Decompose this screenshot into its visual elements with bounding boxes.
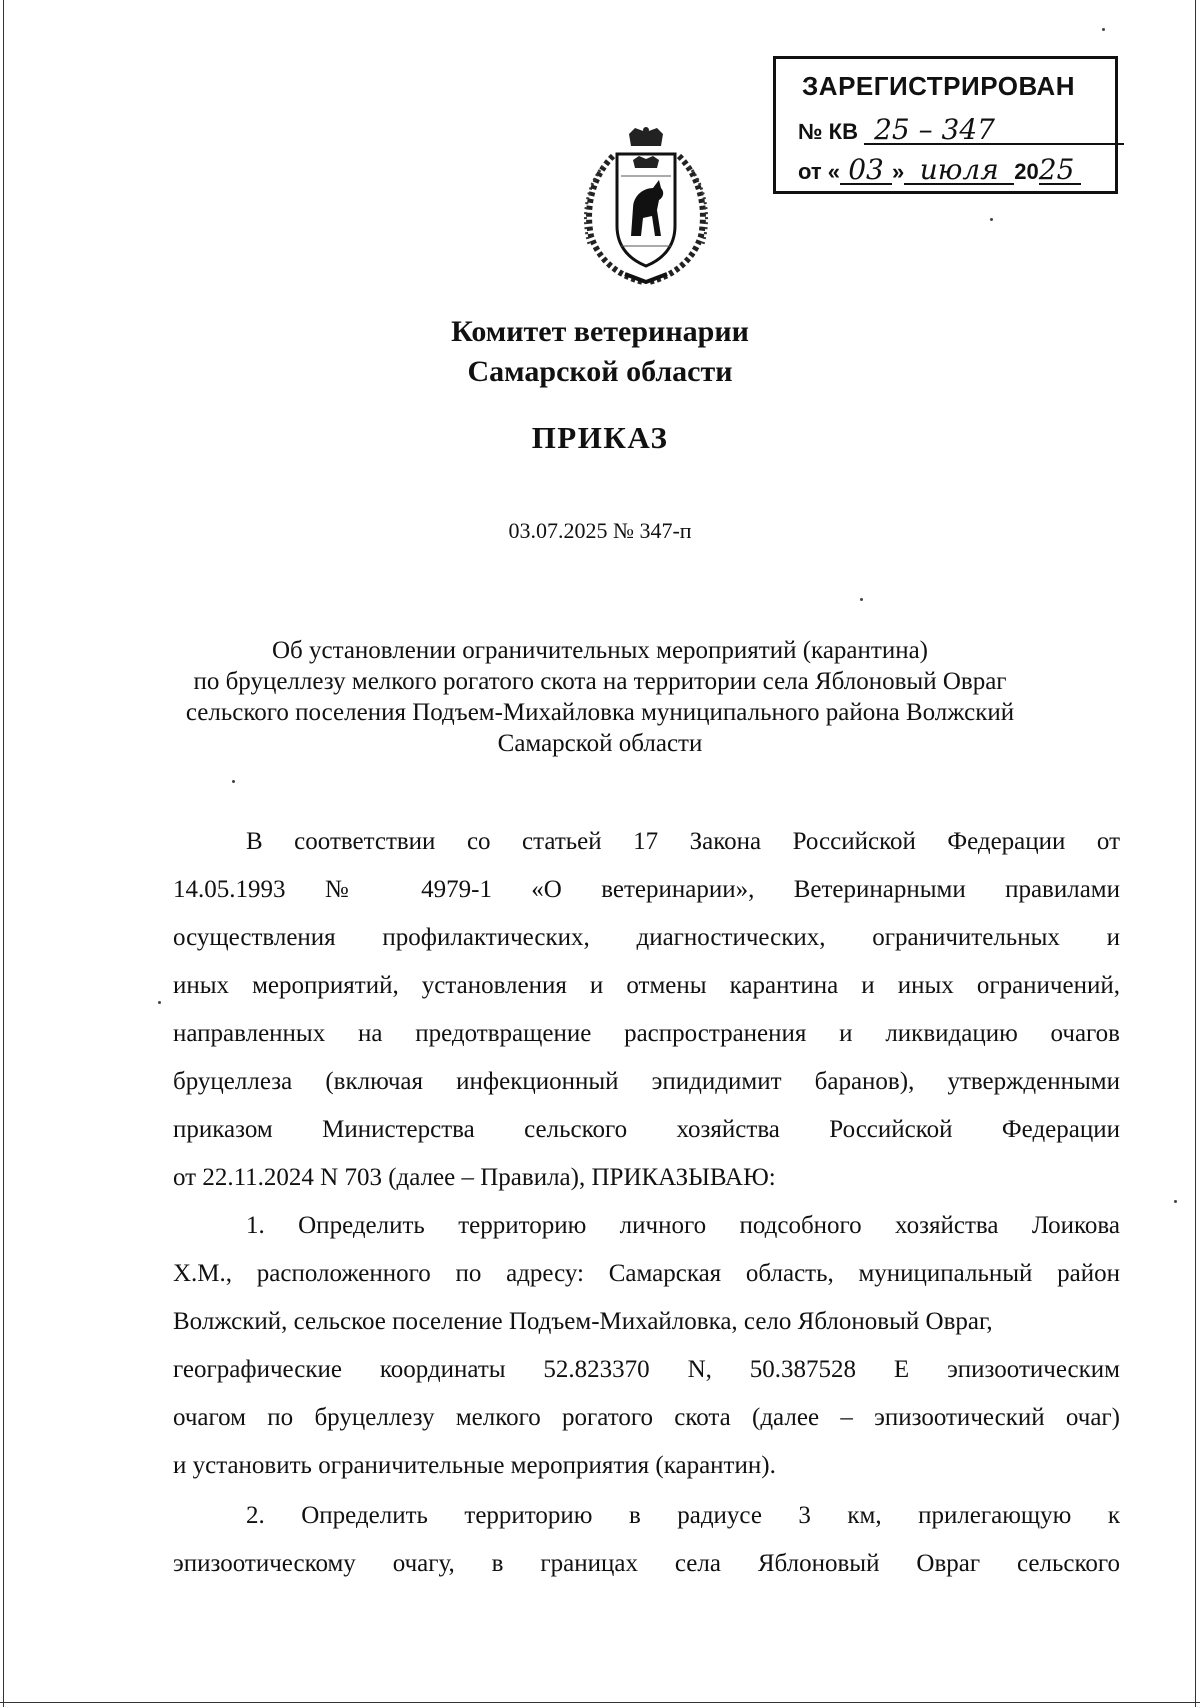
registration-stamp: [773, 56, 1118, 194]
document-title: [0, 635, 1200, 759]
body-line: осуществления профилактических, диагностических, ограничительных и: [173, 924, 1120, 951]
body-line: эпизоотическому очагу, в границах села Яблоновый Овраг сельского: [173, 1550, 1120, 1577]
scan-speck: [1102, 28, 1105, 31]
title-line: по бруцеллезу мелкого рогатого скота на территории села Яблоновый Овраг: [193, 668, 1007, 695]
stamp-date-line: [798, 153, 1081, 186]
stamp-date-century: 20: [1014, 159, 1039, 184]
body-line: иных мероприятий, установления и отмены карантина и иных ограничений,: [173, 972, 1120, 999]
title-line: Об установлении ограничительных мероприятий (карантина): [271, 637, 929, 664]
body-line: 14.05.1993 № 4979-1 «О ветеринарии», Ветеринарными правилами: [173, 876, 1120, 903]
body-line: географические координаты 52.823370 N, 50.387528 E эпизоотическим: [173, 1356, 1120, 1383]
scan-speck: [990, 218, 993, 221]
body-line: бруцеллеза (включая инфекционный эпидидимит баранов), утвержденными: [173, 1068, 1120, 1095]
stamp-number-line: [798, 113, 1124, 146]
scan-border-bottom: [0, 1702, 1200, 1703]
stamp-number-handwritten: 25 – 347: [864, 117, 1124, 145]
stamp-number-prefix: № КВ: [798, 119, 858, 144]
scan-speck: [1174, 1200, 1177, 1203]
stamp-date-prefix: от «: [798, 159, 841, 184]
document-type: ПРИКАЗ: [531, 420, 669, 455]
body-line: от 22.11.2024 N 703 (далее – Правила), ПРИКАЗЫВАЮ:: [173, 1164, 776, 1191]
item-2-paragraph: [173, 1492, 1120, 1588]
body-line: и установить ограничительные мероприятия (карантин).: [173, 1452, 776, 1479]
intro-paragraph: [173, 818, 1120, 1202]
organization-name-line1: Комитет ветеринарии: [451, 315, 749, 348]
scan-border-right: [1195, 0, 1196, 1707]
title-line: сельского поселения Подъем-Михайловка муниципального района Волжский: [185, 699, 1015, 726]
body-line: В соответствии со статьей 17 Закона Российской Федерации от: [246, 828, 1120, 855]
document-body: [173, 818, 1120, 1588]
body-line: приказом Министерства сельского хозяйства Российской Федерации: [173, 1116, 1120, 1143]
coat-of-arms-emblem: [573, 126, 719, 286]
stamp-date-day: 03: [840, 157, 892, 185]
title-line: Самарской области: [497, 730, 703, 757]
stamp-date-mid: »: [892, 159, 905, 184]
document-date-number: 03.07.2025 № 347-п: [508, 518, 692, 543]
body-line: очагом по бруцеллезу мелкого рогатого скота (далее – эпизоотический очаг): [173, 1404, 1120, 1431]
body-line: Х.М., расположенного по адресу: Самарская область, муниципальный район: [173, 1260, 1120, 1287]
body-line: 2. Определить территорию в радиусе 3 км, прилегающую к: [246, 1502, 1120, 1529]
scan-speck: [158, 1001, 161, 1004]
stamp-date-month: июля: [904, 157, 1014, 185]
scan-border-left: [3, 0, 4, 1707]
organization-name-line2: Самарской области: [467, 355, 733, 388]
body-line: направленных на предотвращение распространения и ликвидацию очагов: [173, 1020, 1120, 1047]
scan-speck: [232, 780, 235, 783]
item-1-paragraph: [173, 1202, 1120, 1490]
scan-speck: [860, 598, 863, 601]
stamp-title: ЗАРЕГИСТРИРОВАН: [802, 71, 1075, 101]
body-line: Волжский, сельское поселение Подъем-Михайловка, село Яблоновый Овраг,: [173, 1308, 993, 1335]
stamp-date-year: 25: [1039, 157, 1081, 185]
body-line: 1. Определить территорию личного подсобного хозяйства Лоикова: [246, 1212, 1120, 1239]
organization-name: [0, 312, 1200, 392]
